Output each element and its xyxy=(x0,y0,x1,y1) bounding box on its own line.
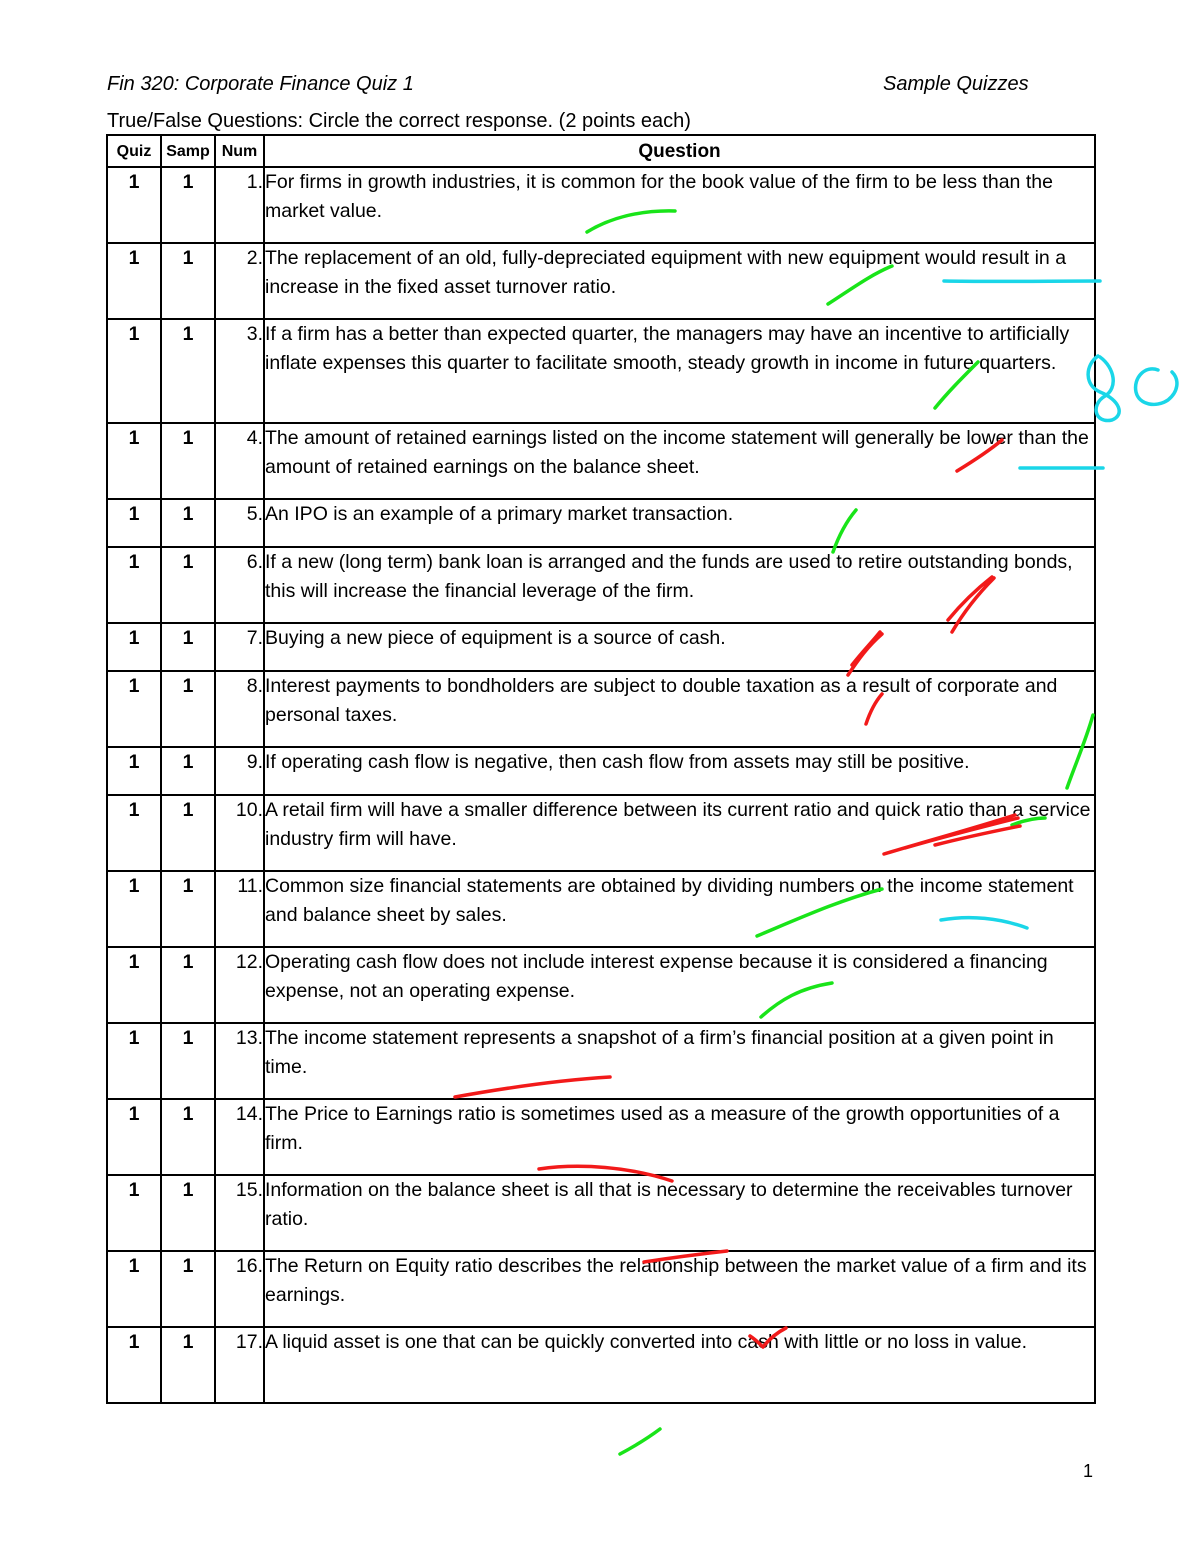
table-row xyxy=(107,671,1095,747)
question-number-cell: 5. xyxy=(215,499,264,547)
question-text-cell: If a firm has a better than expected quarter, the managers may have an incentive to artificially inflate expenses this quarter to facilitate smooth, steady growth in income in future quarters. xyxy=(264,319,1095,423)
quiz-cell: 1 xyxy=(107,671,161,747)
samp-cell: 1 xyxy=(161,1099,215,1175)
question-number-cell: 7. xyxy=(215,623,264,671)
table-row xyxy=(107,319,1095,423)
table-row xyxy=(107,1099,1095,1175)
samp-cell: 1 xyxy=(161,499,215,547)
quiz-cell: 1 xyxy=(107,167,161,243)
cyan-handwritten-score xyxy=(1088,356,1177,421)
table-row xyxy=(107,1175,1095,1251)
question-text-cell: Information on the balance sheet is all that is necessary to determine the receivables turnover ratio. xyxy=(264,1175,1095,1251)
table-header-row xyxy=(107,135,1095,167)
quiz-cell: 1 xyxy=(107,947,161,1023)
quiz-cell: 1 xyxy=(107,1175,161,1251)
question-text-cell: The Price to Earnings ratio is sometimes used as a measure of the growth opportunities of a firm. xyxy=(264,1099,1095,1175)
quiz-cell: 1 xyxy=(107,795,161,871)
quiz-cell: 1 xyxy=(107,747,161,795)
quiz-cell: 1 xyxy=(107,1327,161,1403)
question-number-cell: 8. xyxy=(215,671,264,747)
document-subtitle: Sample Quizzes xyxy=(883,73,1029,95)
question-text-cell: Interest payments to bondholders are subject to double taxation as a result of corporate and personal taxes. xyxy=(264,671,1095,747)
quiz-cell: 1 xyxy=(107,623,161,671)
column-header-question: Question xyxy=(264,135,1095,167)
question-text-cell: If a new (long term) bank loan is arranged and the funds are used to retire outstanding bonds, this will increase the financial leverage of the firm. xyxy=(264,547,1095,623)
question-number-cell: 1. xyxy=(215,167,264,243)
quiz-cell: 1 xyxy=(107,547,161,623)
question-number-cell: 11. xyxy=(215,871,264,947)
question-text-cell: The Return on Equity ratio describes the relationship between the market value of a firm and its earnings. xyxy=(264,1251,1095,1327)
document-title: Fin 320: Corporate Finance Quiz 1 xyxy=(107,73,414,95)
quiz-cell: 1 xyxy=(107,319,161,423)
question-number-cell: 14. xyxy=(215,1099,264,1175)
samp-cell: 1 xyxy=(161,795,215,871)
quiz-table xyxy=(106,134,1096,1404)
samp-cell: 1 xyxy=(161,319,215,423)
question-number-cell: 4. xyxy=(215,423,264,499)
question-text-cell: A retail firm will have a smaller difference between its current ratio and quick ratio than a service industry firm will have. xyxy=(264,795,1095,871)
table-row xyxy=(107,1023,1095,1099)
samp-cell: 1 xyxy=(161,623,215,671)
samp-cell: 1 xyxy=(161,1023,215,1099)
quiz-cell: 1 xyxy=(107,1023,161,1099)
question-text-cell: The replacement of an old, fully-depreciated equipment with new equipment would result in a increase in the fixed asset turnover ratio. xyxy=(264,243,1095,319)
table-row xyxy=(107,1251,1095,1327)
instructions: True/False Questions: Circle the correct response. (2 points each) xyxy=(107,110,691,132)
table-row xyxy=(107,871,1095,947)
question-text-cell: Buying a new piece of equipment is a source of cash. xyxy=(264,623,1095,671)
samp-cell: 1 xyxy=(161,167,215,243)
samp-cell: 1 xyxy=(161,1251,215,1327)
question-number-cell: 16. xyxy=(215,1251,264,1327)
question-number-cell: 2. xyxy=(215,243,264,319)
question-text-cell: Operating cash flow does not include interest expense because it is considered a financing expense, not an operating expense. xyxy=(264,947,1095,1023)
question-text-cell: If operating cash flow is negative, then cash flow from assets may still be positive. xyxy=(264,747,1095,795)
table-row xyxy=(107,623,1095,671)
samp-cell: 1 xyxy=(161,547,215,623)
samp-cell: 1 xyxy=(161,1175,215,1251)
column-header-num: Num xyxy=(215,135,264,167)
question-number-cell: 17. xyxy=(215,1327,264,1403)
samp-cell: 1 xyxy=(161,871,215,947)
question-number-cell: 13. xyxy=(215,1023,264,1099)
column-header-samp: Samp xyxy=(161,135,215,167)
quiz-cell: 1 xyxy=(107,243,161,319)
question-number-cell: 9. xyxy=(215,747,264,795)
table-row xyxy=(107,167,1095,243)
question-text-cell: An IPO is an example of a primary market transaction. xyxy=(264,499,1095,547)
quiz-cell: 1 xyxy=(107,1251,161,1327)
table-row xyxy=(107,499,1095,547)
quiz-cell: 1 xyxy=(107,499,161,547)
question-text-cell: A liquid asset is one that can be quickly converted into cash with little or no loss in value. xyxy=(264,1327,1095,1403)
question-text-cell: The income statement represents a snapshot of a firm’s financial position at a given point in time. xyxy=(264,1023,1095,1099)
question-number-cell: 12. xyxy=(215,947,264,1023)
table-row xyxy=(107,243,1095,319)
quiz-cell: 1 xyxy=(107,423,161,499)
question-number-cell: 15. xyxy=(215,1175,264,1251)
page-number: 1 xyxy=(1083,1461,1094,1481)
table-row xyxy=(107,795,1095,871)
table-row xyxy=(107,947,1095,1023)
table-row xyxy=(107,547,1095,623)
question-number-cell: 3. xyxy=(215,319,264,423)
samp-cell: 1 xyxy=(161,671,215,747)
quiz-cell: 1 xyxy=(107,1099,161,1175)
samp-cell: 1 xyxy=(161,1327,215,1403)
column-header-quiz: Quiz xyxy=(107,135,161,167)
samp-cell: 1 xyxy=(161,423,215,499)
samp-cell: 1 xyxy=(161,747,215,795)
question-number-cell: 10. xyxy=(215,795,264,871)
question-text-cell: The amount of retained earnings listed on the income statement will generally be lower than the amount of retained earnings on the balance sheet. xyxy=(264,423,1095,499)
table-row xyxy=(107,423,1095,499)
samp-cell: 1 xyxy=(161,947,215,1023)
green-check-mark xyxy=(620,1429,660,1454)
question-text-cell: Common size financial statements are obtained by dividing numbers on the income statement and balance sheet by sales. xyxy=(264,871,1095,947)
quiz-cell: 1 xyxy=(107,871,161,947)
table-row xyxy=(107,1327,1095,1403)
samp-cell: 1 xyxy=(161,243,215,319)
question-text-cell: For firms in growth industries, it is common for the book value of the firm to be less than the market value. xyxy=(264,167,1095,243)
table-row xyxy=(107,747,1095,795)
question-number-cell: 6. xyxy=(215,547,264,623)
